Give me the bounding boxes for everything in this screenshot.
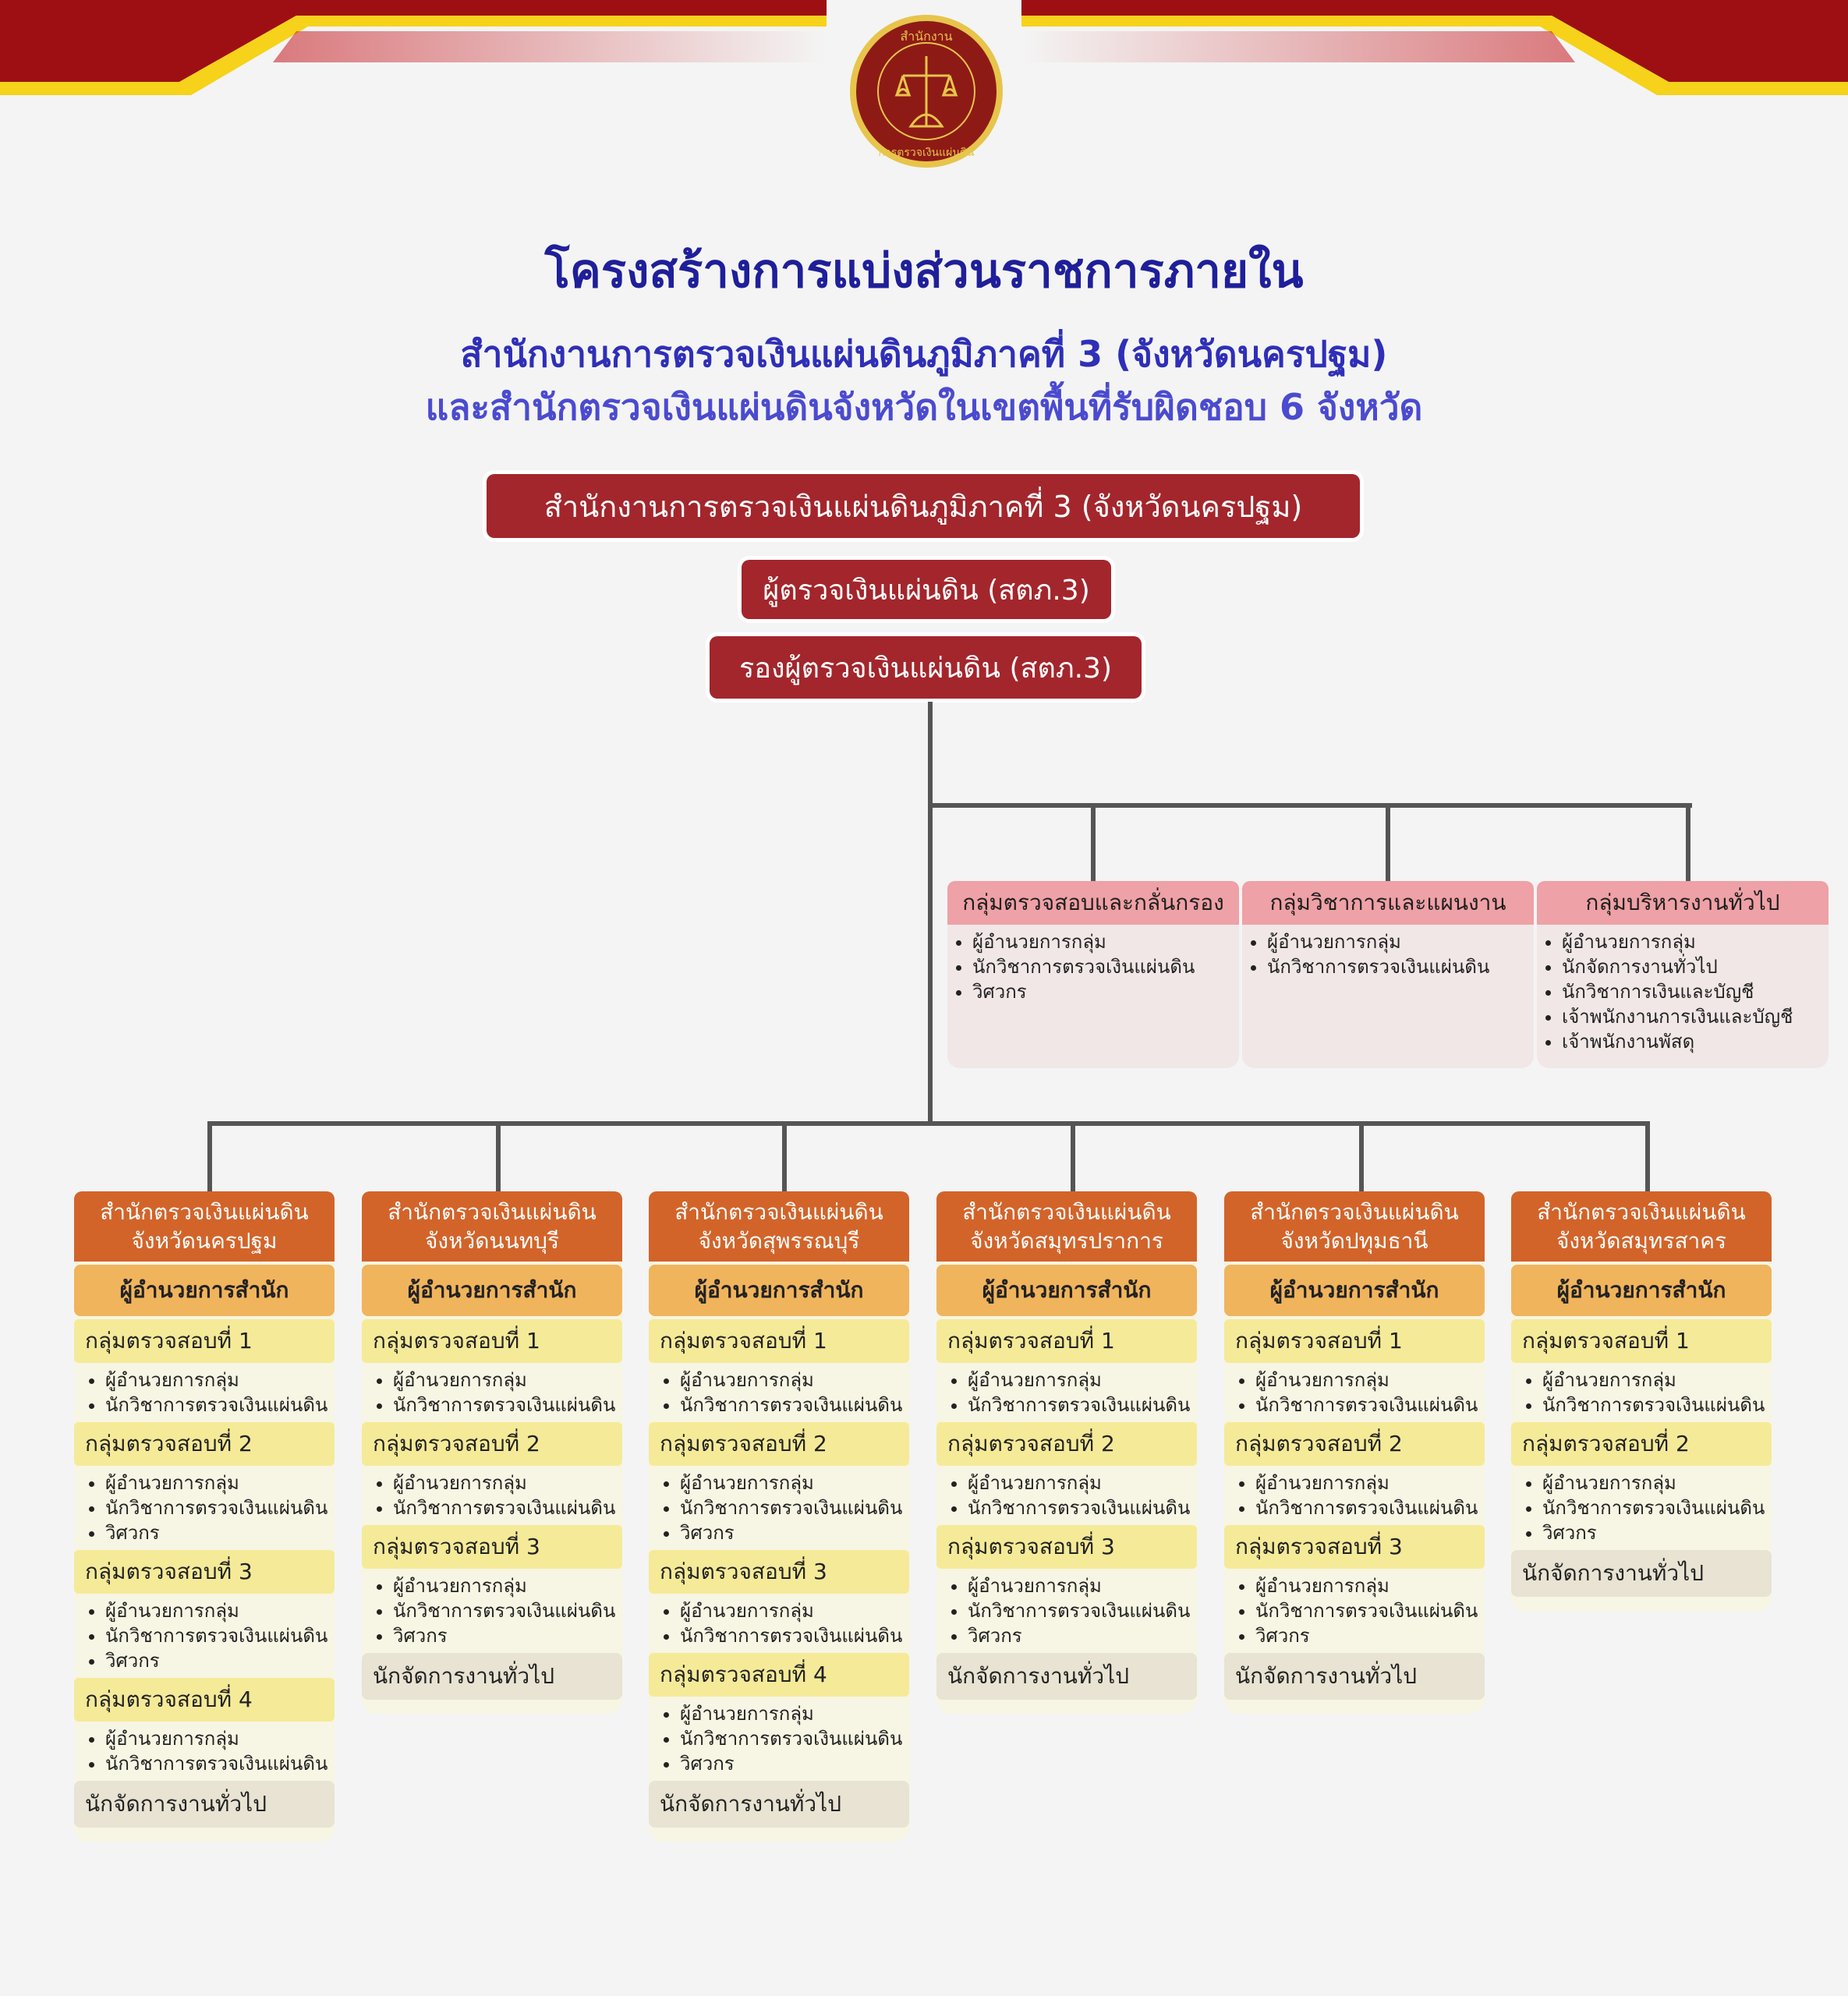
list-item: • นักวิชาการตรวจเงินแผ่นดิน — [1542, 1495, 1772, 1520]
audit-section-title: กลุ่มตรวจสอบที่ 1 — [649, 1319, 909, 1363]
audit-section-title: กลุ่มตรวจสอบที่ 2 — [1224, 1422, 1485, 1466]
connector-group-1 — [1091, 803, 1096, 881]
list-item: • นักวิชาการตรวจเงินแผ่นดิน — [968, 1393, 1197, 1417]
list-item: • ผู้อำนวยการกลุ่ม — [105, 1470, 335, 1495]
section-staff-list — [362, 1470, 622, 1520]
office-director: ผู้อำนวยการสำนัก — [649, 1265, 909, 1316]
list-item: • นักวิชาการตรวจเงินแผ่นดิน — [105, 1623, 335, 1648]
connector-provinces-bar — [207, 1121, 1650, 1126]
office-director: ผู้อำนวยการสำนัก — [362, 1265, 622, 1316]
list-item: • ผู้อำนวยการกลุ่ม — [1542, 1368, 1772, 1393]
list-item: • ผู้อำนวยการกลุ่ม — [105, 1598, 335, 1623]
group-staff-list — [1242, 929, 1534, 979]
audit-section-title: กลุ่มตรวจสอบที่ 2 — [74, 1422, 335, 1466]
list-item: • ผู้อำนวยการกลุ่ม — [1255, 1470, 1485, 1495]
province-header: สำนักตรวจเงินแผ่นดิน จังหวัดปทุมธานี — [1224, 1191, 1485, 1262]
connector-group-3 — [1686, 803, 1690, 881]
list-item: • นักวิชาการตรวจเงินแผ่นดิน — [1267, 954, 1534, 979]
list-item: • ผู้อำนวยการกลุ่ม — [393, 1470, 622, 1495]
audit-section-title: กลุ่มตรวจสอบที่ 4 — [649, 1653, 909, 1697]
list-item: • ผู้อำนวยการกลุ่ม — [1255, 1573, 1485, 1598]
list-item: • เจ้าพนักงานพัสดุ — [1562, 1029, 1829, 1054]
group-card-general-admin — [1537, 881, 1829, 1068]
general-admin-officer: นักจัดการงานทั่วไป — [362, 1653, 622, 1700]
general-admin-officer: นักจัดการงานทั่วไป — [1224, 1653, 1485, 1700]
list-item: • วิศวกร — [1542, 1520, 1772, 1545]
audit-section-title: กลุ่มตรวจสอบที่ 2 — [936, 1422, 1197, 1466]
list-item: • นักวิชาการตรวจเงินแผ่นดิน — [393, 1393, 622, 1417]
connector-groups-bar — [928, 803, 1692, 808]
list-item: • นักวิชาการตรวจเงินแผ่นดิน — [393, 1495, 622, 1520]
list-item: • ผู้อำนวยการกลุ่ม — [105, 1726, 335, 1751]
general-admin-officer: นักจัดการงานทั่วไป — [1511, 1550, 1772, 1597]
regional-office-box: สำนักงานการตรวจเงินแผ่นดินภูมิภาคที่ 3 (จังหวัดนครปฐม) — [487, 474, 1360, 538]
province-column-nakhon-pathom — [74, 1191, 335, 1842]
subtitle-office: สำนักงานการตรวจเงินแผ่นดินภูมิภาคที่ 3 (จังหวัดนครปฐม) — [460, 333, 1388, 375]
list-item: • นักวิชาการตรวจเงินแผ่นดิน — [1255, 1598, 1485, 1623]
list-item: • นักวิชาการตรวจเงินแผ่นดิน — [968, 1495, 1197, 1520]
connector-province-6 — [1645, 1121, 1650, 1193]
connector-main-trunk — [928, 702, 933, 1123]
section-staff-list — [649, 1701, 909, 1776]
group-card-academic-planning — [1242, 881, 1534, 1068]
list-item: • ผู้อำนวยการกลุ่ม — [105, 1368, 335, 1393]
group-title: กลุ่มวิชาการและแผนงาน — [1242, 881, 1534, 925]
deputy-auditor-box: รองผู้ตรวจเงินแผ่นดิน (สตภ.3) — [710, 636, 1142, 699]
province-column-samut-prakan — [936, 1191, 1197, 1714]
subtitle-provinces: และสำนักตรวจเงินแผ่นดินจังหวัดในเขตพื้นที่รับผิดชอบ 6 จังหวัด — [425, 386, 1423, 428]
audit-section-title: กลุ่มตรวจสอบที่ 1 — [362, 1319, 622, 1363]
section-staff-list — [362, 1368, 622, 1417]
group-staff-list — [947, 929, 1239, 1004]
audit-section-title: กลุ่มตรวจสอบที่ 3 — [1224, 1525, 1485, 1569]
section-staff-list — [649, 1470, 909, 1545]
audit-section-title: กลุ่มตรวจสอบที่ 3 — [74, 1550, 335, 1594]
audit-section-title: กลุ่มตรวจสอบที่ 2 — [1511, 1422, 1772, 1466]
section-staff-list — [936, 1573, 1197, 1648]
province-column-samut-sakhon — [1511, 1191, 1772, 1611]
list-item: • ผู้อำนวยการกลุ่ม — [1562, 929, 1829, 954]
svg-text:สำนักงาน: สำนักงาน — [900, 29, 953, 44]
province-header: สำนักตรวจเงินแผ่นดิน จังหวัดสมุทรปราการ — [936, 1191, 1197, 1262]
section-staff-list — [1224, 1368, 1485, 1417]
section-staff-list — [649, 1368, 909, 1417]
list-item: • นักวิชาการเงินและบัญชี — [1562, 979, 1829, 1004]
list-item: • ผู้อำนวยการกลุ่ม — [1267, 929, 1534, 954]
section-staff-list — [1224, 1470, 1485, 1520]
list-item: • วิศวกร — [105, 1648, 335, 1673]
general-admin-officer: นักจัดการงานทั่วไป — [936, 1653, 1197, 1700]
list-item: • นักวิชาการตรวจเงินแผ่นดิน — [105, 1751, 335, 1776]
list-item: • ผู้อำนวยการกลุ่ม — [393, 1368, 622, 1393]
connector-province-4 — [1071, 1121, 1075, 1193]
section-staff-list — [74, 1368, 335, 1417]
audit-section-title: กลุ่มตรวจสอบที่ 1 — [1511, 1319, 1772, 1363]
list-item: • วิศวกร — [680, 1520, 909, 1545]
audit-section-title: กลุ่มตรวจสอบที่ 3 — [649, 1550, 909, 1594]
page-title: โครงสร้างการแบ่งส่วนราชการภายใน — [544, 244, 1304, 299]
section-staff-list — [74, 1470, 335, 1545]
office-director: ผู้อำนวยการสำนัก — [1511, 1265, 1772, 1316]
list-item: • วิศวกร — [972, 979, 1239, 1004]
list-item: • นักวิชาการตรวจเงินแผ่นดิน — [105, 1495, 335, 1520]
list-item: • ผู้อำนวยการกลุ่ม — [968, 1368, 1197, 1393]
connector-province-3 — [782, 1121, 787, 1193]
list-item: • ผู้อำนวยการกลุ่ม — [972, 929, 1239, 954]
section-staff-list — [936, 1470, 1197, 1520]
province-header: สำนักตรวจเงินแผ่นดิน จังหวัดสุพรรณบุรี — [649, 1191, 909, 1262]
province-header: สำนักตรวจเงินแผ่นดิน จังหวัดนครปฐม — [74, 1191, 335, 1262]
section-staff-list — [74, 1726, 335, 1776]
office-director: ผู้อำนวยการสำนัก — [936, 1265, 1197, 1316]
province-column-suphan-buri — [649, 1191, 909, 1842]
list-item: • ผู้อำนวยการกลุ่ม — [968, 1470, 1197, 1495]
list-item: • ผู้อำนวยการกลุ่ม — [680, 1598, 909, 1623]
office-director: ผู้อำนวยการสำนัก — [74, 1265, 335, 1316]
group-card-audit-screening — [947, 881, 1239, 1068]
audit-section-title: กลุ่มตรวจสอบที่ 3 — [936, 1525, 1197, 1569]
office-director: ผู้อำนวยการสำนัก — [1224, 1265, 1485, 1316]
group-title: กลุ่มบริหารงานทั่วไป — [1537, 881, 1829, 925]
list-item: • ผู้อำนวยการกลุ่ม — [393, 1573, 622, 1598]
connector-province-2 — [496, 1121, 501, 1193]
province-column-nonthaburi — [362, 1191, 622, 1714]
list-item: • ผู้อำนวยการกลุ่ม — [1255, 1368, 1485, 1393]
list-item: • นักวิชาการตรวจเงินแผ่นดิน — [393, 1598, 622, 1623]
office-seal-logo — [848, 9, 1004, 173]
list-item: • นักวิชาการตรวจเงินแผ่นดิน — [1542, 1393, 1772, 1417]
group-title: กลุ่มตรวจสอบและกลั่นกรอง — [947, 881, 1239, 925]
list-item: • ผู้อำนวยการกลุ่ม — [680, 1368, 909, 1393]
list-item: • ผู้อำนวยการกลุ่ม — [968, 1573, 1197, 1598]
svg-text:การตรวจเงินแผ่นดิน: การตรวจเงินแผ่นดิน — [878, 147, 975, 159]
list-item: • วิศวกร — [105, 1520, 335, 1545]
list-item: • นักวิชาการตรวจเงินแผ่นดิน — [680, 1495, 909, 1520]
list-item: • นักวิชาการตรวจเงินแผ่นดิน — [105, 1393, 335, 1417]
connector-province-1 — [207, 1121, 212, 1193]
list-item: • นักวิชาการตรวจเงินแผ่นดิน — [972, 954, 1239, 979]
list-item: • ผู้อำนวยการกลุ่ม — [680, 1701, 909, 1726]
connector-group-2 — [1386, 803, 1390, 881]
audit-section-title: กลุ่มตรวจสอบที่ 1 — [936, 1319, 1197, 1363]
list-item: • วิศวกร — [393, 1623, 622, 1648]
list-item: • วิศวกร — [1255, 1623, 1485, 1648]
audit-section-title: กลุ่มตรวจสอบที่ 1 — [74, 1319, 335, 1363]
section-staff-list — [1511, 1470, 1772, 1545]
general-admin-officer: นักจัดการงานทั่วไป — [649, 1781, 909, 1828]
audit-section-title: กลุ่มตรวจสอบที่ 4 — [74, 1678, 335, 1722]
list-item: • ผู้อำนวยการกลุ่ม — [680, 1470, 909, 1495]
list-item: • วิศวกร — [680, 1751, 909, 1776]
connector-province-5 — [1359, 1121, 1364, 1193]
group-staff-list — [1537, 929, 1829, 1054]
auditor-box: ผู้ตรวจเงินแผ่นดิน (สตภ.3) — [742, 560, 1111, 619]
audit-section-title: กลุ่มตรวจสอบที่ 1 — [1224, 1319, 1485, 1363]
list-item: • นักวิชาการตรวจเงินแผ่นดิน — [1255, 1495, 1485, 1520]
list-item: • นักวิชาการตรวจเงินแผ่นดิน — [680, 1393, 909, 1417]
list-item: • ผู้อำนวยการกลุ่ม — [1542, 1470, 1772, 1495]
list-item: • นักจัดการงานทั่วไป — [1562, 954, 1829, 979]
section-staff-list — [649, 1598, 909, 1648]
section-staff-list — [1224, 1573, 1485, 1648]
audit-section-title: กลุ่มตรวจสอบที่ 3 — [362, 1525, 622, 1569]
section-staff-list — [936, 1368, 1197, 1417]
audit-section-title: กลุ่มตรวจสอบที่ 2 — [362, 1422, 622, 1466]
province-header: สำนักตรวจเงินแผ่นดิน จังหวัดสมุทรสาคร — [1511, 1191, 1772, 1262]
list-item: • นักวิชาการตรวจเงินแผ่นดิน — [680, 1623, 909, 1648]
audit-section-title: กลุ่มตรวจสอบที่ 2 — [649, 1422, 909, 1466]
section-staff-list — [74, 1598, 335, 1673]
section-staff-list — [362, 1573, 622, 1648]
province-column-pathum-thani — [1224, 1191, 1485, 1714]
list-item: • นักวิชาการตรวจเงินแผ่นดิน — [968, 1598, 1197, 1623]
general-admin-officer: นักจัดการงานทั่วไป — [74, 1781, 335, 1828]
list-item: • นักวิชาการตรวจเงินแผ่นดิน — [1255, 1393, 1485, 1417]
list-item: • นักวิชาการตรวจเงินแผ่นดิน — [680, 1726, 909, 1751]
section-staff-list — [1511, 1368, 1772, 1417]
list-item: • เจ้าพนักงานการเงินและบัญชี — [1562, 1004, 1829, 1029]
province-header: สำนักตรวจเงินแผ่นดิน จังหวัดนนทบุรี — [362, 1191, 622, 1262]
list-item: • วิศวกร — [968, 1623, 1197, 1648]
